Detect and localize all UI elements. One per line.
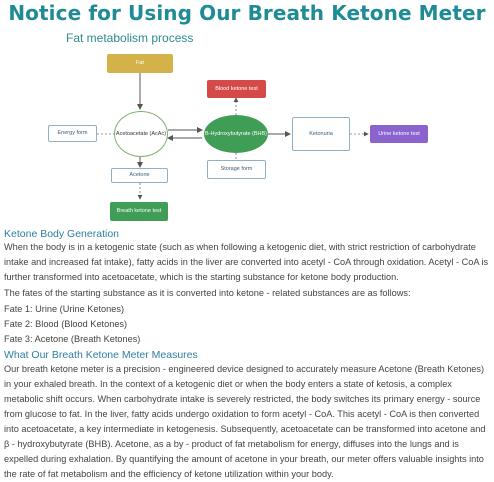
generation-paragraph: When the body is in a ketogenic state (such as when following a ketogenic diet, with strict restriction of carbohydrate intake and increased fat intake), fatty acids in the liver are converted into acetyl - CoA through oxidation. Acetyl - CoA is further transformed into acetoacetate, which is the starting substance for ketone body production. [4,242,489,282]
node-storage-form: Storage form [207,160,266,179]
fates-intro: The fates of the starting substance as it is converted into ketone - related substances are as follows: [4,288,411,298]
fate-item-blood: Fate 2: Blood (Blood Ketones) [4,319,128,329]
node-acetone: Acetone [111,168,168,183]
measures-paragraph: Our breath ketone meter is a precision - engineered device designed to accurately measure Acetone (Breath Ketones) in your exhaled breath. In the context of a ketogenic diet or when the body enters a state of ketosis, a complex metabolic shift occurs. When carbohydrate intake is severely restricted, the body switches its primary energy - source from glucose to fat. In the liver, fatty acids undergo oxidation to form acetyl - CoA. This acetyl - CoA is then converted into acetoacetate, a key intermediate in ketogenesis. Subsequently, acetoacetate can be transformed into acetone and β - hydroxybutyrate (BHB). Acetone, as a by - product of fat metabolism for energy, diffuses into the lungs and is expelled during exhalation. By quantifying the amount of acetone in your breath, our meter offers valuable insights into the rate of fat metabolism and the efficiency of ketone utilization within your body. [4,364,486,479]
section-heading-generation: Ketone Body Generation [4,228,119,240]
node-energy-form: Energy form [48,125,97,142]
node-fat: Fat [107,54,173,73]
node-blood-test: Blood ketone test [207,80,266,98]
node-acetoacetate: Acetoacetate (AcAc) [114,111,168,157]
diagram-heading: Fat metabolism process [66,31,194,45]
node-urine-test: Urine ketone test [370,125,428,143]
page-title: Notice for Using Our Breath Ketone Meter [8,1,486,25]
node-bhb: B-Hydroxybutyrate (BHB) [204,115,268,153]
fat-metabolism-diagram [0,45,494,225]
section-heading-measures: What Our Breath Ketone Meter Measures [4,349,198,361]
node-ketonuria: Ketonuria [292,117,350,151]
fate-item-urine: Fate 1: Urine (Urine Ketones) [4,304,124,314]
fate-item-acetone: Fate 3: Acetone (Breath Ketones) [4,334,141,344]
node-breath-test: Breath ketone test [110,202,168,221]
